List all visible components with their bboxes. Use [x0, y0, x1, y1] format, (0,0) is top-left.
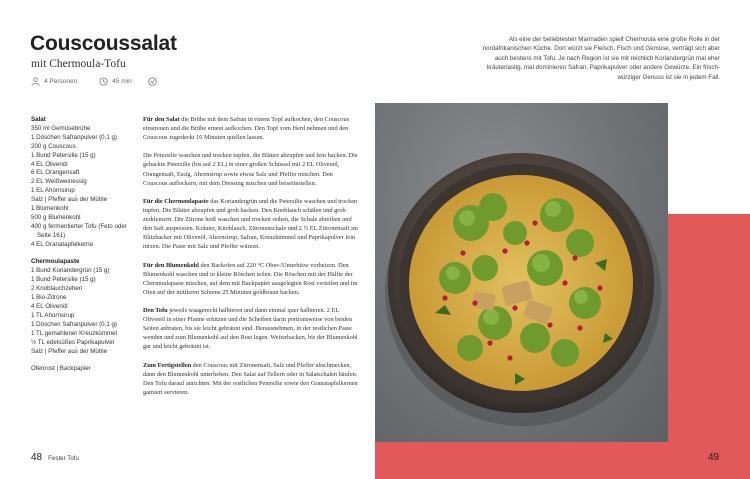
ingredient-item: 500 g Blumenkohl	[31, 213, 81, 221]
ingredient-item: 4 EL Olivenöl	[31, 160, 68, 168]
step-lead: Für den Blumenkohl	[143, 261, 199, 269]
ingredient-item: 1 Bund Petersilie (15 g)	[31, 276, 96, 284]
ingredient-item: 1 TL Ahornsirup	[31, 311, 75, 319]
ingredient-item: 1 Bund Petersilie (15 g)	[31, 151, 96, 159]
ingredient-item: ½ TL edelsüßes Paprikapulver	[31, 338, 115, 346]
clock-icon	[99, 77, 108, 86]
ingredient-item: 1 EL Ahornsirup	[31, 187, 75, 195]
ingredient-item: 1 TL gemahlener Kreuzkümmel	[31, 329, 117, 337]
instruction-step	[143, 197, 358, 252]
ingredient-item: Salz | Pfeffer aus der Mühle	[31, 347, 108, 355]
instruction-step	[143, 151, 358, 187]
instruction-step	[143, 306, 358, 351]
step-lead: Für den Salat	[143, 116, 180, 123]
recipe-title: Couscoussalat	[30, 32, 177, 55]
ingredient-list	[31, 116, 131, 374]
person-icon	[31, 77, 40, 86]
ingredient-item: Salz | Pfeffer aus der Mühle	[31, 196, 108, 204]
food-photo	[375, 103, 668, 442]
instruction-step	[143, 115, 358, 142]
ingredient-item: 2 EL Weißweinessig	[31, 178, 87, 186]
ingredient-item: 4 EL Granatapfelkerne	[31, 240, 94, 248]
instruction-step	[143, 261, 358, 297]
page-number-left: 48	[31, 452, 43, 463]
ingredient-item: 1 Blumenkohl	[31, 205, 69, 213]
step-lead: Den Tofu	[143, 306, 168, 314]
vegan-badge-icon	[148, 77, 157, 86]
section-name: Fester Tofu	[48, 455, 79, 462]
ingredient-item: 1 Bio-Zitrone	[31, 294, 67, 302]
servings-text: 4 Personen	[44, 78, 78, 85]
ingredient-item: 350 ml Gemüsebrühe	[31, 124, 91, 132]
step-text: die Brühe mit dem Safran in einem Topf aufkochen, den Couscous einstreuen und die Brühe erneut aufkochen. Den Topf vom Herd nehmen und den Couscous zugedeckt 10 Minuten quellen lassen.	[143, 116, 350, 142]
left-footer	[31, 452, 79, 463]
ingredient-item: 4 EL Olivenöl	[31, 303, 68, 311]
instruction-step	[143, 361, 358, 397]
instructions	[143, 115, 358, 406]
ingredient-item: 400 g fermentierter Tofu (Feto oder	[31, 222, 127, 230]
equipment-text: Ofenrost | Backpapier	[31, 365, 91, 373]
ingredient-item: 6 EL Orangensaft	[31, 169, 80, 177]
ingredient-item: 1 Bund Koriandergrün (15 g)	[31, 267, 110, 275]
step-text: den Couscous mit Zitronensaft, Salz und Pfeffer abschmecken, dann den Blumenkohl unterheben. Den Salat auf Tellern oder in Salatschalen häufen. Den Tofu darauf anrichten. Mit der restlichen Petersilie sowie den Granatapfelkernen garniert servieren.	[143, 361, 358, 396]
page-number-right: 49	[708, 452, 720, 463]
step-text: den Backofen auf 220 °C Ober-/Unterhitze vorheizen. Den Blumenkohl waschen und in kleine Röschen teilen. Die Röschen mit der Hälfte der Chermoulapaste mischen, auf dem mit Backpapier ausgelegten Rost verteilen und im Ofen auf der mittleren Schiene 25 Minuten goldbraun backen.	[143, 261, 358, 296]
time-text: 45 min	[112, 78, 132, 85]
recipe-meta	[31, 77, 157, 86]
step-lead: Zum Fertigstellen	[143, 361, 192, 369]
step-text: Die Petersilie waschen und trocken tupfen, die Blätter abzupfen und fein hacken. Die gehackte Petersilie (bis auf 2 EL) in einer großen Schüssel mit 2 EL Olivenöl, Orangensaft, Essig, Ahornsirup sowie etwas Salz und Pfeffer mischen. Den Couscous auflockern, mit dem Dressing mischen und beiseitestellen.	[143, 152, 358, 187]
ingredient-item: 1 Döschen Safranpulver (0,1 g)	[31, 320, 117, 328]
ingredient-item: 1 Döschen Safranpulver (0,1 g)	[31, 133, 117, 141]
ingredient-item: 200 g Couscous	[31, 142, 76, 150]
step-lead: Für die Chermoulapaste	[143, 197, 209, 205]
intro-text: Als eine der beliebtesten Marinaden spielt Chermoula eine große Rolle in der nordafrikanischen Küche. Dort würzt sie Fleisch, Fisch und Gemüse, verträgt sich aber auch bestens mit Tofu. Je nach Region ist sie mit reichlich Koriandergrün mal eher kräuterlastig, mal dominieren Safran, Paprikapulver oder andere Gewürze. Ein frisch-würziger Genuss ist sie in jedem Fall.	[482, 36, 720, 81]
chermoula-heading: Chermoulapaste	[31, 258, 80, 266]
salat-heading: Salat	[31, 116, 46, 123]
step-text: das Koriandergrün und die Petersilie waschen und trocken tupfen. Die Blätter abzupfen und grob hacken. Den Knoblauch schälen und grob zerkleinern. Die Zitrone heiß waschen und trocken reiben, die Schale abreiben und den Saft auspressen. Kräuter, Knoblauch, Zitronenschale und 2 ½ EL Zitronensaft im Blitzhacker mit Olivenöl, Ahornsirup, Safran, Kreuzkümmel und Paprikapulver fein mixen. Die Paste mit Salz und Pfeffer würzen.	[143, 197, 358, 251]
ingredient-item: 2 Knoblauchzehen	[31, 285, 83, 293]
ingredient-item: Seite 161)	[37, 231, 66, 239]
recipe-subtitle: mit Chermoula-Tofu	[31, 58, 126, 70]
step-text: jeweils waagerecht halbieren und dann einmal quer halbieren. 2 EL Olivenöl in einer Pfanne erhitzen und die Scheiben darin portionsweise von beiden Seiten anbraten, bis sie leicht gebräunt sind. Herausnehmen, in der restlichen Paste wenden und zum Blumenkohl auf den Rost legen. Weiterbacken, bis der Blumenkohl gar und leicht gebräunt ist.	[143, 306, 358, 351]
